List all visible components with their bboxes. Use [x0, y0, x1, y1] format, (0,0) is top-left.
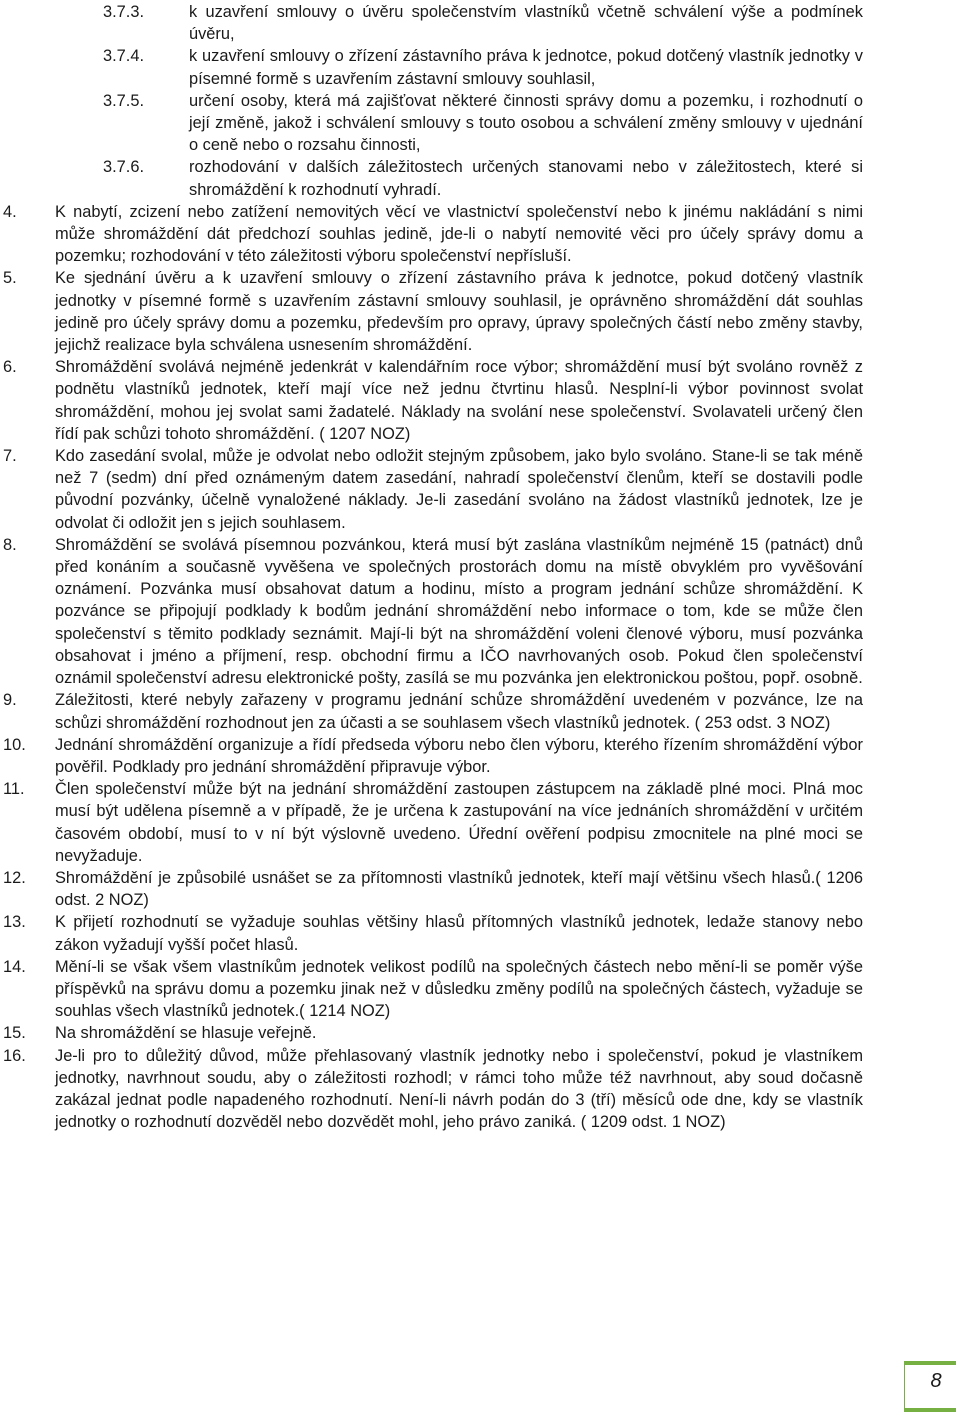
paragraph-7: [3, 445, 863, 534]
paragraph-text: K přijetí rozhodnutí se vyžaduje souhlas většiny hlasů přítomných vlastníků jednotek, ledaže stanovy nebo zákon vyžadují vyšší počet hlasů.: [55, 913, 863, 954]
paragraph-text: Jednání shromáždění organizuje a řídí předseda výboru nebo člen výboru, kterého řízením shromáždění výbor pověřil. Podklady pro jednání shromáždění připravuje výbor.: [55, 735, 863, 776]
paragraph-10: [3, 734, 863, 778]
subitem-text: rozhodování v dalších záležitostech určených stanovami nebo v záležitostech, které si shromáždění k rozhodnutí vyhradí.: [189, 158, 863, 199]
paragraph-number: 6.: [3, 358, 17, 377]
subitem-number: 3.7.6.: [103, 158, 145, 177]
subitem-number: 3.7.3.: [103, 3, 145, 21]
paragraph-text: Kdo zasedání svolal, může je odvolat nebo odložit stejným způsobem, jako bylo svoláno. Stane-li se tak méně než 7 (sedm) dní před oznámeným datem zasedání, nahradí společenství členům, kteří se dostavili podle původní pozvánky, účelně vynaložené náklady. Je-li zasedání svoláno na žádost vlastníků jednotek, lze je odvolat či odložit jen s jejich souhlasem.: [55, 447, 863, 532]
subitem-3-7-3: [103, 1, 863, 45]
paragraph-number: 16.: [3, 1046, 26, 1065]
paragraph-number: 5.: [3, 269, 17, 288]
paragraph-number: 10.: [3, 735, 26, 754]
paragraph-text: Ke sjednání úvěru a k uzavření smlouvy o zřízení zástavního práva k jednotce, pokud dotčený vlastník jednotky v písemné formě s uzavřením zástavní smlouvy souhlasil, je oprávněno shromáždění dát souhlas jedině pro účely správy domu a pozemku, především pro opravy, úpravy společných částí nebo změny stavby, jejichž realizace byla schválena usnesením shromáždění.: [55, 269, 863, 355]
footer-accent-bar-bottom: [904, 1408, 956, 1412]
paragraph-5: [3, 267, 863, 356]
subitem-3-7-6: [103, 156, 863, 200]
paragraph-text: Záležitosti, které nebyly zařazeny v programu jednání schůze shromáždění uvedeném v pozvánce, lze na schůzi shromáždění rozhodnout jen za účasti a se souhlasem všech vlastníků jednotek. ( 253 odst. 3 NOZ): [55, 691, 863, 732]
paragraph-16: [3, 1045, 863, 1134]
paragraph-text: Je-li pro to důležitý důvod, může přehlasovaný vlastník jednotky nebo i společenství, pokud je vlastníkem jednotky, navrhnout soudu, aby o záležitosti rozhodl; v rámci toho může též navrhnout, aby soud dočasně zakázal jednat podle napadeného rozhodnutí. Není-li návrh podán do 3 (tří) měsíců ode dne, kdy se vlastník jednotky o rozhodnutí dozvěděl nebo dozvědět mohl, jeho právo zaniká. ( 1209 odst. 1 NOZ): [55, 1046, 863, 1132]
paragraph-number: 15.: [3, 1024, 26, 1043]
paragraph-number: 11.: [3, 780, 25, 799]
footer-accent-bar-top: [904, 1361, 956, 1365]
paragraph-number: 8.: [3, 535, 17, 554]
paragraph-8: [3, 534, 863, 689]
paragraph-number: 13.: [3, 913, 26, 932]
subitem-text: k uzavření smlouvy o zřízení zástavního práva k jednotce, pokud dotčený vlastník jednotky v písemné formě s uzavřením zástavní smlouvy souhlasil,: [189, 47, 863, 88]
paragraph-number: 9.: [3, 691, 17, 710]
paragraph-text: Shromáždění je způsobilé usnášet se za přítomnosti vlastníků jednotek, kteří mají většinu všech hlasů.( 1206 odst. 2 NOZ): [55, 868, 863, 910]
page-number: 8: [930, 1370, 942, 1392]
paragraph-13: [3, 911, 863, 955]
subitem-3-7-4: [103, 45, 863, 89]
paragraph-6: [3, 356, 863, 445]
paragraph-11: [3, 778, 863, 867]
paragraph-number: 4.: [3, 202, 17, 221]
paragraph-text: Mění-li se však všem vlastníkům jednotek velikost podílů na společných částech nebo mění-li se poměr výše příspěvků na správu domu a pozemku jinak než v důsledku změny podílů na společných částech, vyžaduje se souhlas všech vlastníků jednotek.( 1214 NOZ): [55, 957, 863, 1021]
paragraph-text: K nabytí, zcizení nebo zatížení nemovitých věcí ve vlastnictví společenství nebo k jinému nakládání s nimi může shromáždění dát předchozí souhlas jedině, jde-li o nabytí nemovité věci pro účely správy domu a pozemku; rozhodování v této záležitosti výboru společenství nepřísluší.: [55, 202, 863, 266]
paragraph-text: Člen společenství může být na jednání shromáždění zastoupen zástupcem na základě plné moci. Plná moc musí být udělena písemně a v případě, že je určena k zastupování na více jednáních shromáždění v určitém časovém období, musí to v ní být výslovně uvedeno. Úřední ověření podpisu zmocnitele na plné moci se nevyžaduje.: [55, 780, 863, 865]
paragraph-12: [3, 867, 863, 911]
subitem-number: 3.7.4.: [103, 47, 145, 66]
document-body: [0, 1, 863, 1133]
subitem-number: 3.7.5.: [103, 91, 145, 110]
paragraph-text: Na shromáždění se hlasuje veřejně.: [55, 1024, 317, 1043]
paragraph-text: Shromáždění svolává nejméně jedenkrát v kalendářním roce výbor; shromáždění musí být svoláno rovněž z podnětu vlastníků jednotek, kteří mají více než jednu čtvrtinu hlasů. Nesplní-li výbor povinnost svolat shromáždění, mohou jej svolat sami žadatelé. Náklady na svolání nese společenství. Svolavateli určený člen řídí pak schůzi tohoto shromáždění. ( 1207 NOZ): [55, 358, 863, 443]
paragraph-14: [3, 956, 863, 1023]
subitem-text: k uzavření smlouvy o úvěru společenstvím vlastníků včetně schválení výše a podmínek úvěru,: [189, 3, 863, 44]
subitem-3-7-5: [103, 90, 863, 157]
paragraph-number: 7.: [3, 447, 17, 466]
subitem-text: určení osoby, která má zajišťovat některé činnosti správy domu a pozemku, i rozhodnutí o její změně, jakož i schválení smlouvy s touto osobou a schválení změny smlouvy v ujednání o ceně nebo o rozsahu činnosti,: [189, 91, 863, 155]
paragraph-number: 12.: [3, 868, 26, 887]
paragraph-number: 14.: [3, 957, 26, 976]
paragraph-text: Shromáždění se svolává písemnou pozvánkou, která musí být zaslána vlastníkům nejméně 15 (patnáct) dnů před konáním a současně vyvěšena ve společných prostorách domu na místě obvyklém pro vyvěšování oznámení. Pozvánka musí obsahovat datum a hodinu, místo a program jednání schůze shromáždění. K pozvánce se připojují podklady k bodům jednání shromáždění nebo informace o tom, kde se může člen společenství s těmito podklady seznámit. Mají-li být na shromáždění voleni členové výboru, musí pozvánka obsahovat i jméno a příjmení, resp. obchodní firmu a IČO navrhovaných osob. Pokud člen společenství oznámil společenství adresu elektronické pošty, zasílá se mu pozvánka jen elektronickou poštou, popř. osobně.: [55, 535, 863, 688]
paragraph-4: [3, 201, 863, 268]
paragraph-15: [3, 1022, 863, 1044]
footer-accent-rule: [904, 1361, 905, 1409]
paragraph-9: [3, 689, 863, 733]
